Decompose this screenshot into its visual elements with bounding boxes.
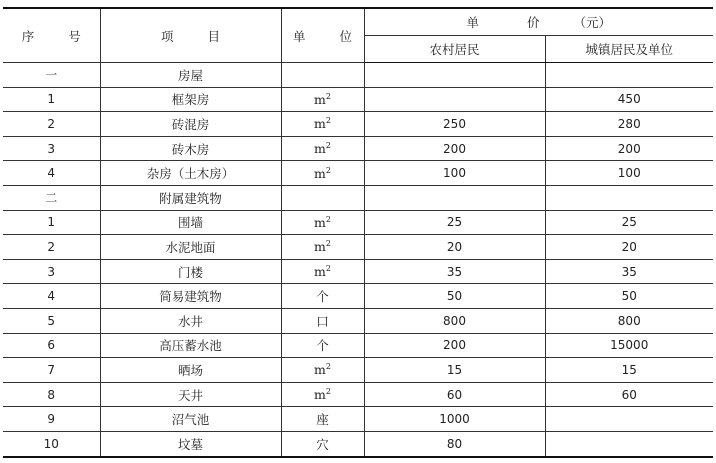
cell-urban-price: 15 [545,358,713,383]
unit-superscript: 2 [325,214,331,224]
unit-superscript: 2 [325,141,331,151]
cell-urban-price: 450 [545,87,713,112]
cell-unit [281,284,364,309]
cell-unit [281,136,364,161]
cell-item: 房屋 [100,63,281,88]
cell-urban-price: 20 [545,235,713,260]
table-row [3,185,713,210]
header-price-char-1: 单 [466,15,479,30]
cell-unit [281,87,364,112]
cell-seq: 5 [3,308,100,333]
header-item-char-2: 目 [207,28,221,44]
cell-seq: 2 [3,112,100,137]
cell-urban-price: 100 [545,161,713,186]
cell-urban-price [545,431,713,456]
table-row [3,431,713,456]
cell-unit [281,333,364,358]
table-row [3,87,713,112]
unit-text: m [314,239,326,255]
unit-text: 穴 [316,436,329,452]
cell-unit [281,235,364,260]
cell-urban-price [545,63,713,88]
cell-rural-price: 100 [364,161,545,186]
table-row [3,284,713,309]
cell-unit [281,210,364,235]
cell-rural-price: 15 [364,358,545,383]
cell-unit [281,112,364,137]
cell-unit [281,407,364,432]
cell-rural-price: 50 [364,284,545,309]
unit-superscript: 2 [325,239,331,249]
header-item [100,8,281,63]
table-row [3,333,713,358]
cell-seq: 二 [3,185,100,210]
cell-rural-price [364,185,545,210]
cell-item: 沼气池 [100,407,281,432]
unit-text: m [314,91,326,107]
cell-unit [281,431,364,456]
cell-unit [281,161,364,186]
cell-urban-price: 800 [545,308,713,333]
cell-seq: 1 [3,87,100,112]
table-row [3,63,713,88]
cell-rural-price: 800 [364,308,545,333]
table-row [3,308,713,333]
cell-rural-price [364,63,545,88]
unit-text: m [314,214,326,230]
cell-seq: 6 [3,333,100,358]
table-row [3,136,713,161]
unit-text: m [314,116,326,132]
unit-text: m [314,362,326,378]
cell-seq: 3 [3,259,100,284]
cell-item: 框架房 [100,87,281,112]
cell-rural-price: 1000 [364,407,545,432]
cell-rural-price: 60 [364,382,545,407]
cell-urban-price [545,407,713,432]
cell-item: 砖木房 [100,136,281,161]
cell-item: 水泥地面 [100,235,281,260]
header-seq-char-1: 序 [21,28,35,44]
unit-superscript: 2 [325,91,331,101]
cell-rural-price: 20 [364,235,545,260]
header-seq-char-2: 号 [68,28,81,44]
cell-unit [281,259,364,284]
header-item-char-1: 项 [160,28,174,44]
header-urban-residents-units: 城镇居民及单位 [545,36,713,63]
cell-item: 简易建筑物 [100,284,281,309]
unit-text: m [314,141,326,157]
cell-item: 晒场 [100,358,281,383]
cell-item: 围墙 [100,210,281,235]
cell-item: 砖混房 [100,112,281,137]
table-body [3,63,713,457]
cell-seq: 4 [3,284,100,309]
cell-seq: 9 [3,407,100,432]
cell-item: 门楼 [100,259,281,284]
cell-unit [281,382,364,407]
cell-urban-price: 50 [545,284,713,309]
unit-text: m [314,387,326,403]
cell-item: 天井 [100,382,281,407]
cell-urban-price: 25 [545,210,713,235]
header-price-unit: （元） [573,15,612,30]
cell-unit [281,63,364,88]
cell-seq: 7 [3,358,100,383]
unit-text: 口 [316,313,329,329]
header-unit-char-1: 单 [292,28,306,44]
cell-item: 高压蓄水池 [100,333,281,358]
table-row [3,235,713,260]
cell-seq: 1 [3,210,100,235]
compensation-price-table [3,7,713,458]
unit-superscript: 2 [325,116,331,126]
cell-item: 坟墓 [100,431,281,456]
header-seq [3,8,100,63]
table-row [3,210,713,235]
cell-unit [281,185,364,210]
table-row [3,407,713,432]
table-row [3,382,713,407]
table-row [3,161,713,186]
cell-urban-price: 15000 [545,333,713,358]
cell-rural-price: 200 [364,333,545,358]
header-unit [281,8,364,63]
unit-text: 座 [316,412,329,428]
header-rural-residents: 农村居民 [364,36,545,63]
cell-seq: 2 [3,235,100,260]
unit-superscript: 2 [325,387,331,397]
cell-seq: 8 [3,382,100,407]
cell-item: 杂房（土木房） [100,161,281,186]
unit-text: m [314,165,326,181]
table-row [3,259,713,284]
cell-seq: 3 [3,136,100,161]
unit-superscript: 2 [325,362,331,372]
cell-rural-price: 35 [364,259,545,284]
cell-rural-price [364,87,545,112]
table-row [3,358,713,383]
cell-rural-price: 200 [364,136,545,161]
cell-seq: 4 [3,161,100,186]
cell-item: 附属建筑物 [100,185,281,210]
cell-urban-price: 60 [545,382,713,407]
header-unit-price [364,8,713,36]
cell-unit [281,358,364,383]
cell-seq: 一 [3,63,100,88]
cell-urban-price [545,185,713,210]
cell-rural-price: 80 [364,431,545,456]
cell-rural-price: 25 [364,210,545,235]
unit-text: 个 [316,338,329,354]
cell-seq: 10 [3,431,100,456]
header-price-char-2: 价 [527,15,540,30]
cell-item: 水井 [100,308,281,333]
table-row [3,112,713,137]
cell-unit [281,308,364,333]
unit-text: 个 [316,289,329,305]
unit-text: m [314,264,326,280]
header-unit-char-2: 位 [339,28,353,44]
unit-superscript: 2 [325,165,331,175]
cell-urban-price: 280 [545,112,713,137]
cell-urban-price: 200 [545,136,713,161]
unit-superscript: 2 [325,264,331,274]
cell-urban-price: 35 [545,259,713,284]
cell-rural-price: 250 [364,112,545,137]
